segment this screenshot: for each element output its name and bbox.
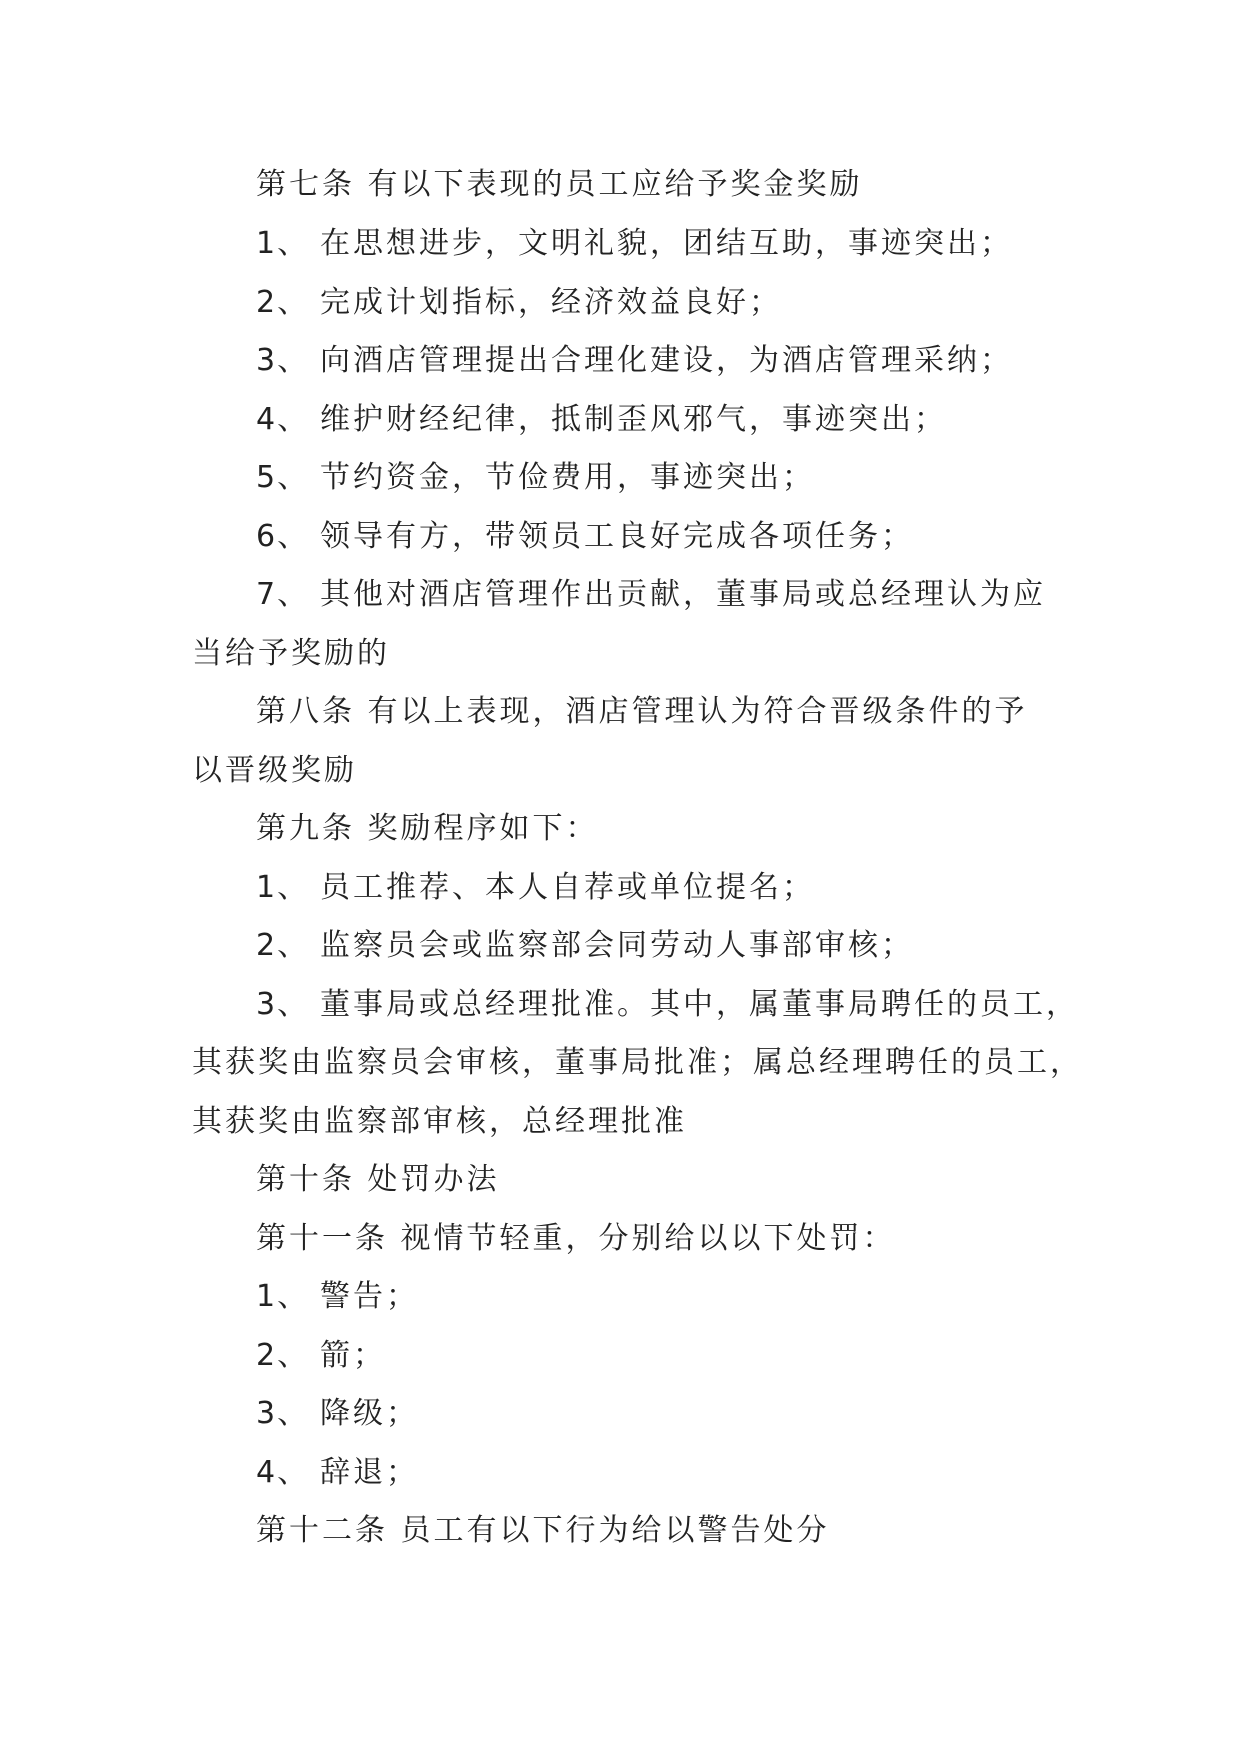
line-text: 完成计划指标，经济效益良好； bbox=[320, 285, 782, 320]
item-number: 1、 bbox=[256, 1279, 310, 1314]
article-10-heading bbox=[256, 1160, 1062, 1200]
line-text: 第十一条 视情节轻重，分别给以以下处罚： bbox=[256, 1221, 896, 1256]
list-item bbox=[256, 341, 1062, 381]
article-7-heading bbox=[256, 165, 1062, 205]
item-number: 5、 bbox=[256, 460, 310, 495]
list-item bbox=[256, 224, 1062, 264]
list-item bbox=[256, 926, 1062, 966]
item-number: 2、 bbox=[256, 928, 310, 963]
continuation-line bbox=[192, 1043, 1083, 1083]
line-text: 其获奖由监察部审核，总经理批准 bbox=[192, 1104, 687, 1139]
list-item bbox=[256, 1453, 1062, 1493]
line-text: 董事局或总经理批准。其中，属董事局聘任的员工， bbox=[320, 987, 1079, 1022]
line-text: 辞退； bbox=[320, 1455, 419, 1490]
line-text: 第十条 处罚办法 bbox=[256, 1162, 500, 1197]
list-item bbox=[256, 458, 1062, 498]
line-text: 第七条 有以下表现的员工应给予奖金奖励 bbox=[256, 167, 863, 202]
list-item bbox=[256, 1277, 1062, 1317]
line-text: 节约资金，节俭费用，事迹突出； bbox=[320, 460, 815, 495]
list-item bbox=[256, 517, 1062, 557]
line-text: 员工推荐、本人自荐或单位提名； bbox=[320, 870, 815, 905]
list-item bbox=[256, 868, 1062, 908]
continuation-line bbox=[192, 751, 1062, 791]
item-number: 6、 bbox=[256, 519, 310, 554]
line-text: 其他对酒店管理作出贡献，董事局或总经理认为应 bbox=[320, 577, 1046, 612]
list-item bbox=[256, 575, 1062, 615]
line-text: 以晋级奖励 bbox=[192, 753, 357, 788]
item-number: 1、 bbox=[256, 226, 310, 261]
line-text: 向酒店管理提出合理化建设，为酒店管理采纳； bbox=[320, 343, 1013, 378]
item-number: 2、 bbox=[256, 1338, 310, 1373]
article-8-heading bbox=[256, 692, 1062, 732]
item-number: 3、 bbox=[256, 1396, 310, 1431]
line-text: 监察员会或监察部会同劳动人事部审核； bbox=[320, 928, 914, 963]
continuation-line bbox=[192, 634, 1062, 674]
article-9-heading bbox=[256, 809, 1062, 849]
list-item bbox=[256, 985, 1079, 1025]
line-text: 领导有方，带领员工良好完成各项任务； bbox=[320, 519, 914, 554]
line-text: 警告； bbox=[320, 1279, 419, 1314]
article-12-heading bbox=[256, 1511, 1062, 1551]
item-number: 3、 bbox=[256, 987, 310, 1022]
list-item bbox=[256, 1394, 1062, 1434]
list-item bbox=[256, 1336, 1062, 1376]
line-text: 降级； bbox=[320, 1396, 419, 1431]
item-number: 4、 bbox=[256, 1455, 310, 1490]
item-number: 7、 bbox=[256, 577, 310, 612]
line-text: 第九条 奖励程序如下： bbox=[256, 811, 599, 846]
article-11-heading bbox=[256, 1219, 1062, 1259]
line-text: 箭； bbox=[320, 1338, 386, 1373]
line-text: 当给予奖励的 bbox=[192, 636, 390, 671]
line-text: 第十二条 员工有以下行为给以警告处分 bbox=[256, 1513, 830, 1548]
item-number: 4、 bbox=[256, 402, 310, 437]
line-text: 在思想进步，文明礼貌，团结互助，事迹突出； bbox=[320, 226, 1013, 261]
item-number: 2、 bbox=[256, 285, 310, 320]
item-number: 3、 bbox=[256, 343, 310, 378]
list-item bbox=[256, 400, 1062, 440]
continuation-line bbox=[192, 1102, 1062, 1142]
line-text: 第八条 有以上表现，酒店管理认为符合晋级条件的予 bbox=[256, 694, 1028, 729]
line-text: 维护财经纪律，抵制歪风邪气，事迹突出； bbox=[320, 402, 947, 437]
item-number: 1、 bbox=[256, 870, 310, 905]
list-item bbox=[256, 283, 1062, 323]
line-text: 其获奖由监察员会审核，董事局批准；属总经理聘任的员工， bbox=[192, 1045, 1083, 1080]
